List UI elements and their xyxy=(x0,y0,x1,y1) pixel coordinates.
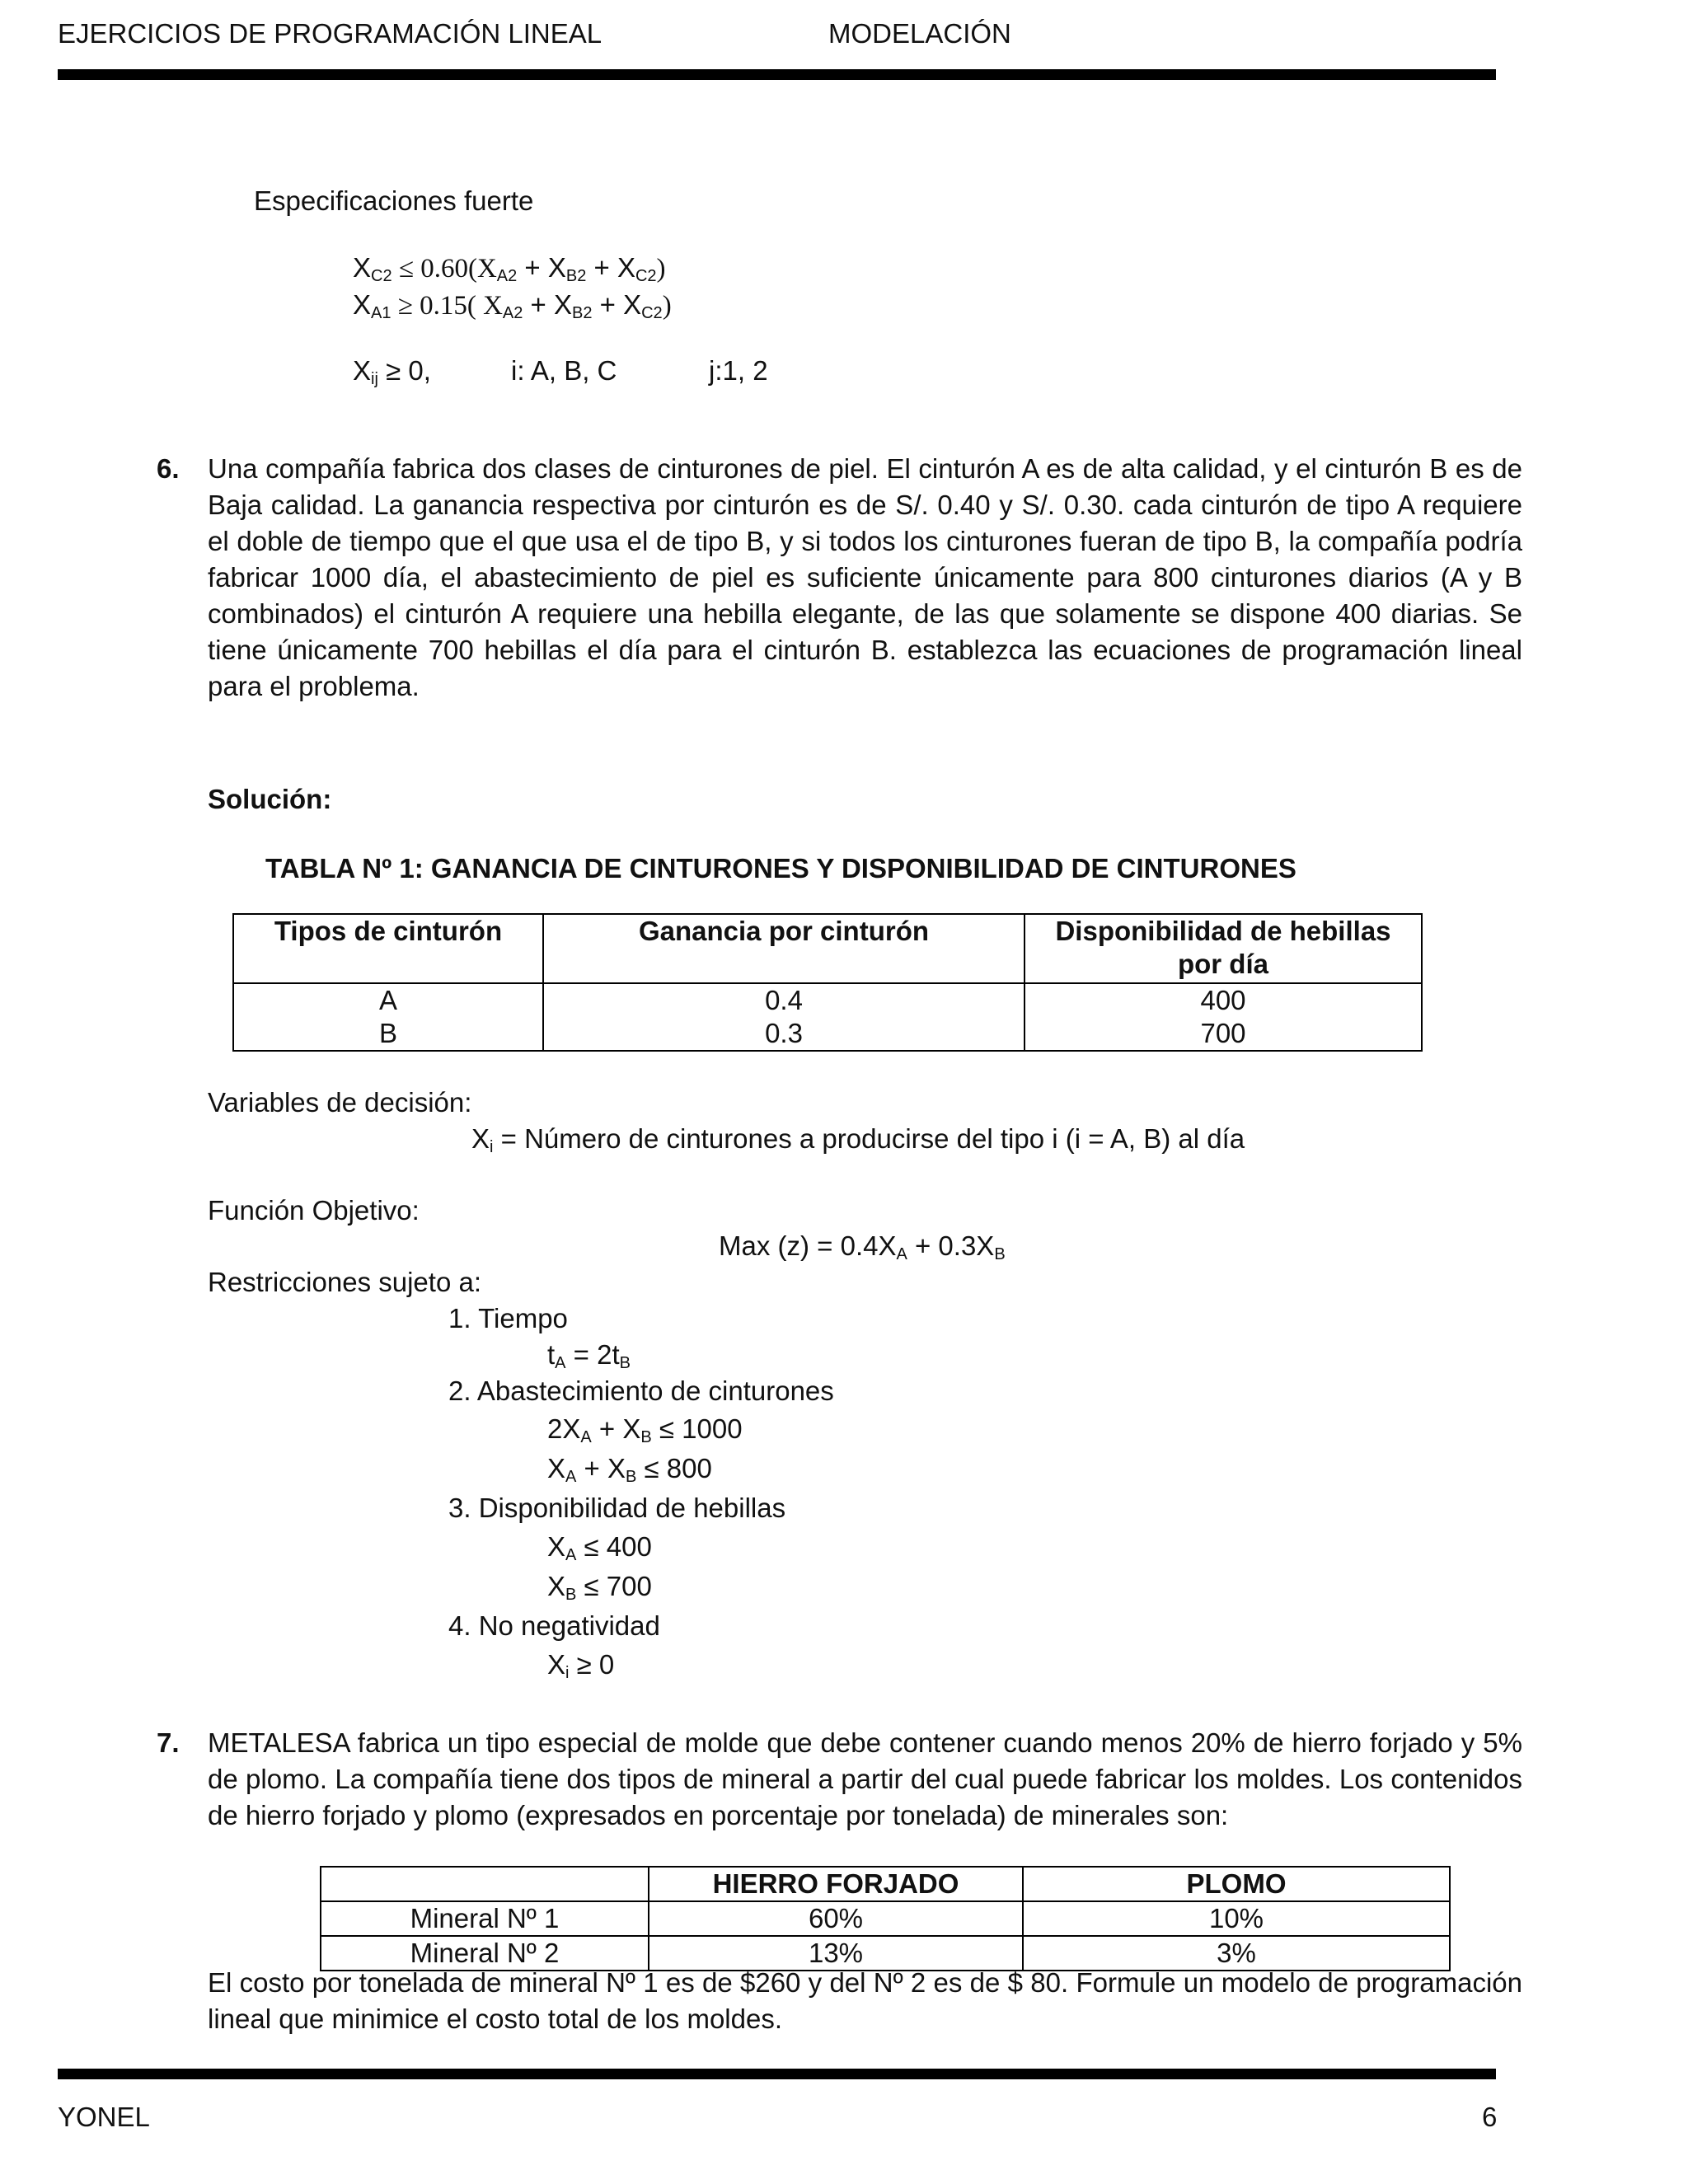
constraint-1-title: 1. Tiempo xyxy=(448,1303,568,1333)
table-header-cell: Ganancia por cinturón xyxy=(543,914,1025,983)
solution-label: Solución: xyxy=(208,784,332,814)
belt-table xyxy=(232,913,1423,1052)
table-header-cell: Disponibilidad de hebillas por día xyxy=(1025,914,1422,983)
constraint-3-eq1: $X_A \le 400$ xyxy=(547,1531,652,1564)
table-row xyxy=(233,983,1422,1017)
table-cell: 13% xyxy=(649,1936,1023,1971)
page-number: 6 xyxy=(1482,2102,1498,2132)
table-cell: 0.3 xyxy=(543,1017,1025,1051)
mineral-table xyxy=(320,1866,1451,1971)
variables-label: Variables de decisión: xyxy=(208,1087,472,1118)
table-header-row xyxy=(233,914,1422,983)
table-cell: A xyxy=(233,983,543,1017)
problem-6-statement: Una compañía fabrica dos clases de cinturones de piel. El cinturón A es de alta calidad, y el cinturón B es de Baja calidad. La ganancia respectiva por cinturón es de S/. 0.40 y S/. 0.30. cada cinturón de tipo A requiere el doble de tiempo que el que usa el de tipo B, y si todos los cinturones fueran de tipo B, la compañía podría fabricar 1000 día, el abastecimiento de piel es suficiente únicamente para 800 cinturones diarios (A y B combinados) el cinturón A requiere una hebilla elegante, de las que solamente se dispone 400 diarias. Se tiene únicamente 700 hebillas el día para el cinturón B. establezca las ecuaciones de programación lineal para el problema. xyxy=(208,453,1522,701)
table-cell: 400 xyxy=(1025,983,1422,1017)
table-cell: 3% xyxy=(1023,1936,1450,1971)
index-j: j:1, 2 xyxy=(709,355,768,386)
constraint-3-title: 3. Disponibilidad de hebillas xyxy=(448,1493,786,1523)
table-cell: 60% xyxy=(649,1901,1023,1936)
constraints-label: Restricciones sujeto a: xyxy=(208,1267,481,1297)
table-cell: 700 xyxy=(1025,1017,1422,1051)
constraint-3-eq2: $X_B \le 700$ xyxy=(547,1571,652,1604)
header-section: MODELACIÓN xyxy=(828,18,1011,49)
constraint-xa1: $X_{A1} \ge 0.15$( $X_{A2} + X_{B2} + X_{C2}$) xyxy=(353,289,672,322)
table-header-cell xyxy=(321,1867,649,1901)
header-rule xyxy=(58,69,1496,80)
table-row xyxy=(233,1017,1422,1051)
table-cell: Mineral Nº 1 xyxy=(321,1901,649,1936)
footer-rule xyxy=(58,2069,1496,2079)
constraint-xc2: $X_{C2} \le 0.60(X_{A2} + X_{B2} + X_{C2})$ xyxy=(353,252,666,285)
constraint-2-eq2: $X_A + X_B \le 800$ xyxy=(547,1453,712,1486)
table-header-cell: PLOMO xyxy=(1023,1867,1450,1901)
objective-function: Max $(z) = 0.4X_A + 0.3X_B$ xyxy=(719,1230,1006,1263)
table-cell: 0.4 xyxy=(543,983,1025,1017)
constraint-2-title: 2. Abastecimiento de cinturones xyxy=(448,1376,834,1406)
problem-6-number: 6. xyxy=(157,453,180,484)
constraint-4-eq: $X_i \ge 0$ xyxy=(547,1649,615,1682)
table-cell: 10% xyxy=(1023,1901,1450,1936)
problem-7-number: 7. xyxy=(157,1727,180,1758)
constraint-1-eq: $t_A = 2t_B$ xyxy=(547,1339,631,1372)
nonneg-xij: $X_{ij} \ge 0$, xyxy=(353,355,431,388)
variable-definition: $X_i$ = Número de cinturones a producirse del tipo i (i = A, B) al día xyxy=(471,1123,1245,1156)
problem-7-cost-statement: El costo por tonelada de mineral Nº 1 es de $260 y del Nº 2 es de $ 80. Formule un modelo de programación lineal que minimice el costo total de los moldes. xyxy=(208,1967,1522,2034)
table-header-row xyxy=(321,1867,1450,1901)
table-row xyxy=(321,1901,1450,1936)
table-cell: B xyxy=(233,1017,543,1051)
footer-author: YONEL xyxy=(58,2102,150,2132)
index-i: i: A, B, C xyxy=(511,355,617,386)
table-cell: Mineral Nº 2 xyxy=(321,1936,649,1971)
objective-label: Función Objetivo: xyxy=(208,1195,420,1226)
table-header-cell: Tipos de cinturón xyxy=(233,914,543,983)
table-1-title: TABLA Nº 1: GANANCIA DE CINTURONES Y DISPONIBILIDAD DE CINTURONES xyxy=(265,853,1296,883)
constraint-4-title: 4. No negatividad xyxy=(448,1610,660,1641)
spec-title: Especificaciones fuerte xyxy=(254,185,534,216)
problem-7-statement: METALESA fabrica un tipo especial de molde que debe contener cuando menos 20% de hierro forjado y 5% de plomo. La compañía tiene dos tipos de mineral a partir del cual puede fabricar los moldes. Los contenidos de hierro forjado y plomo (expresados en porcentaje por tonelada) de minerales son: xyxy=(208,1727,1522,1830)
table-header-cell: HIERRO FORJADO xyxy=(649,1867,1023,1901)
header-title: EJERCICIOS DE PROGRAMACIÓN LINEAL xyxy=(58,18,603,49)
constraint-2-eq1: $2X_A + X_B \le 1000$ xyxy=(547,1413,743,1446)
